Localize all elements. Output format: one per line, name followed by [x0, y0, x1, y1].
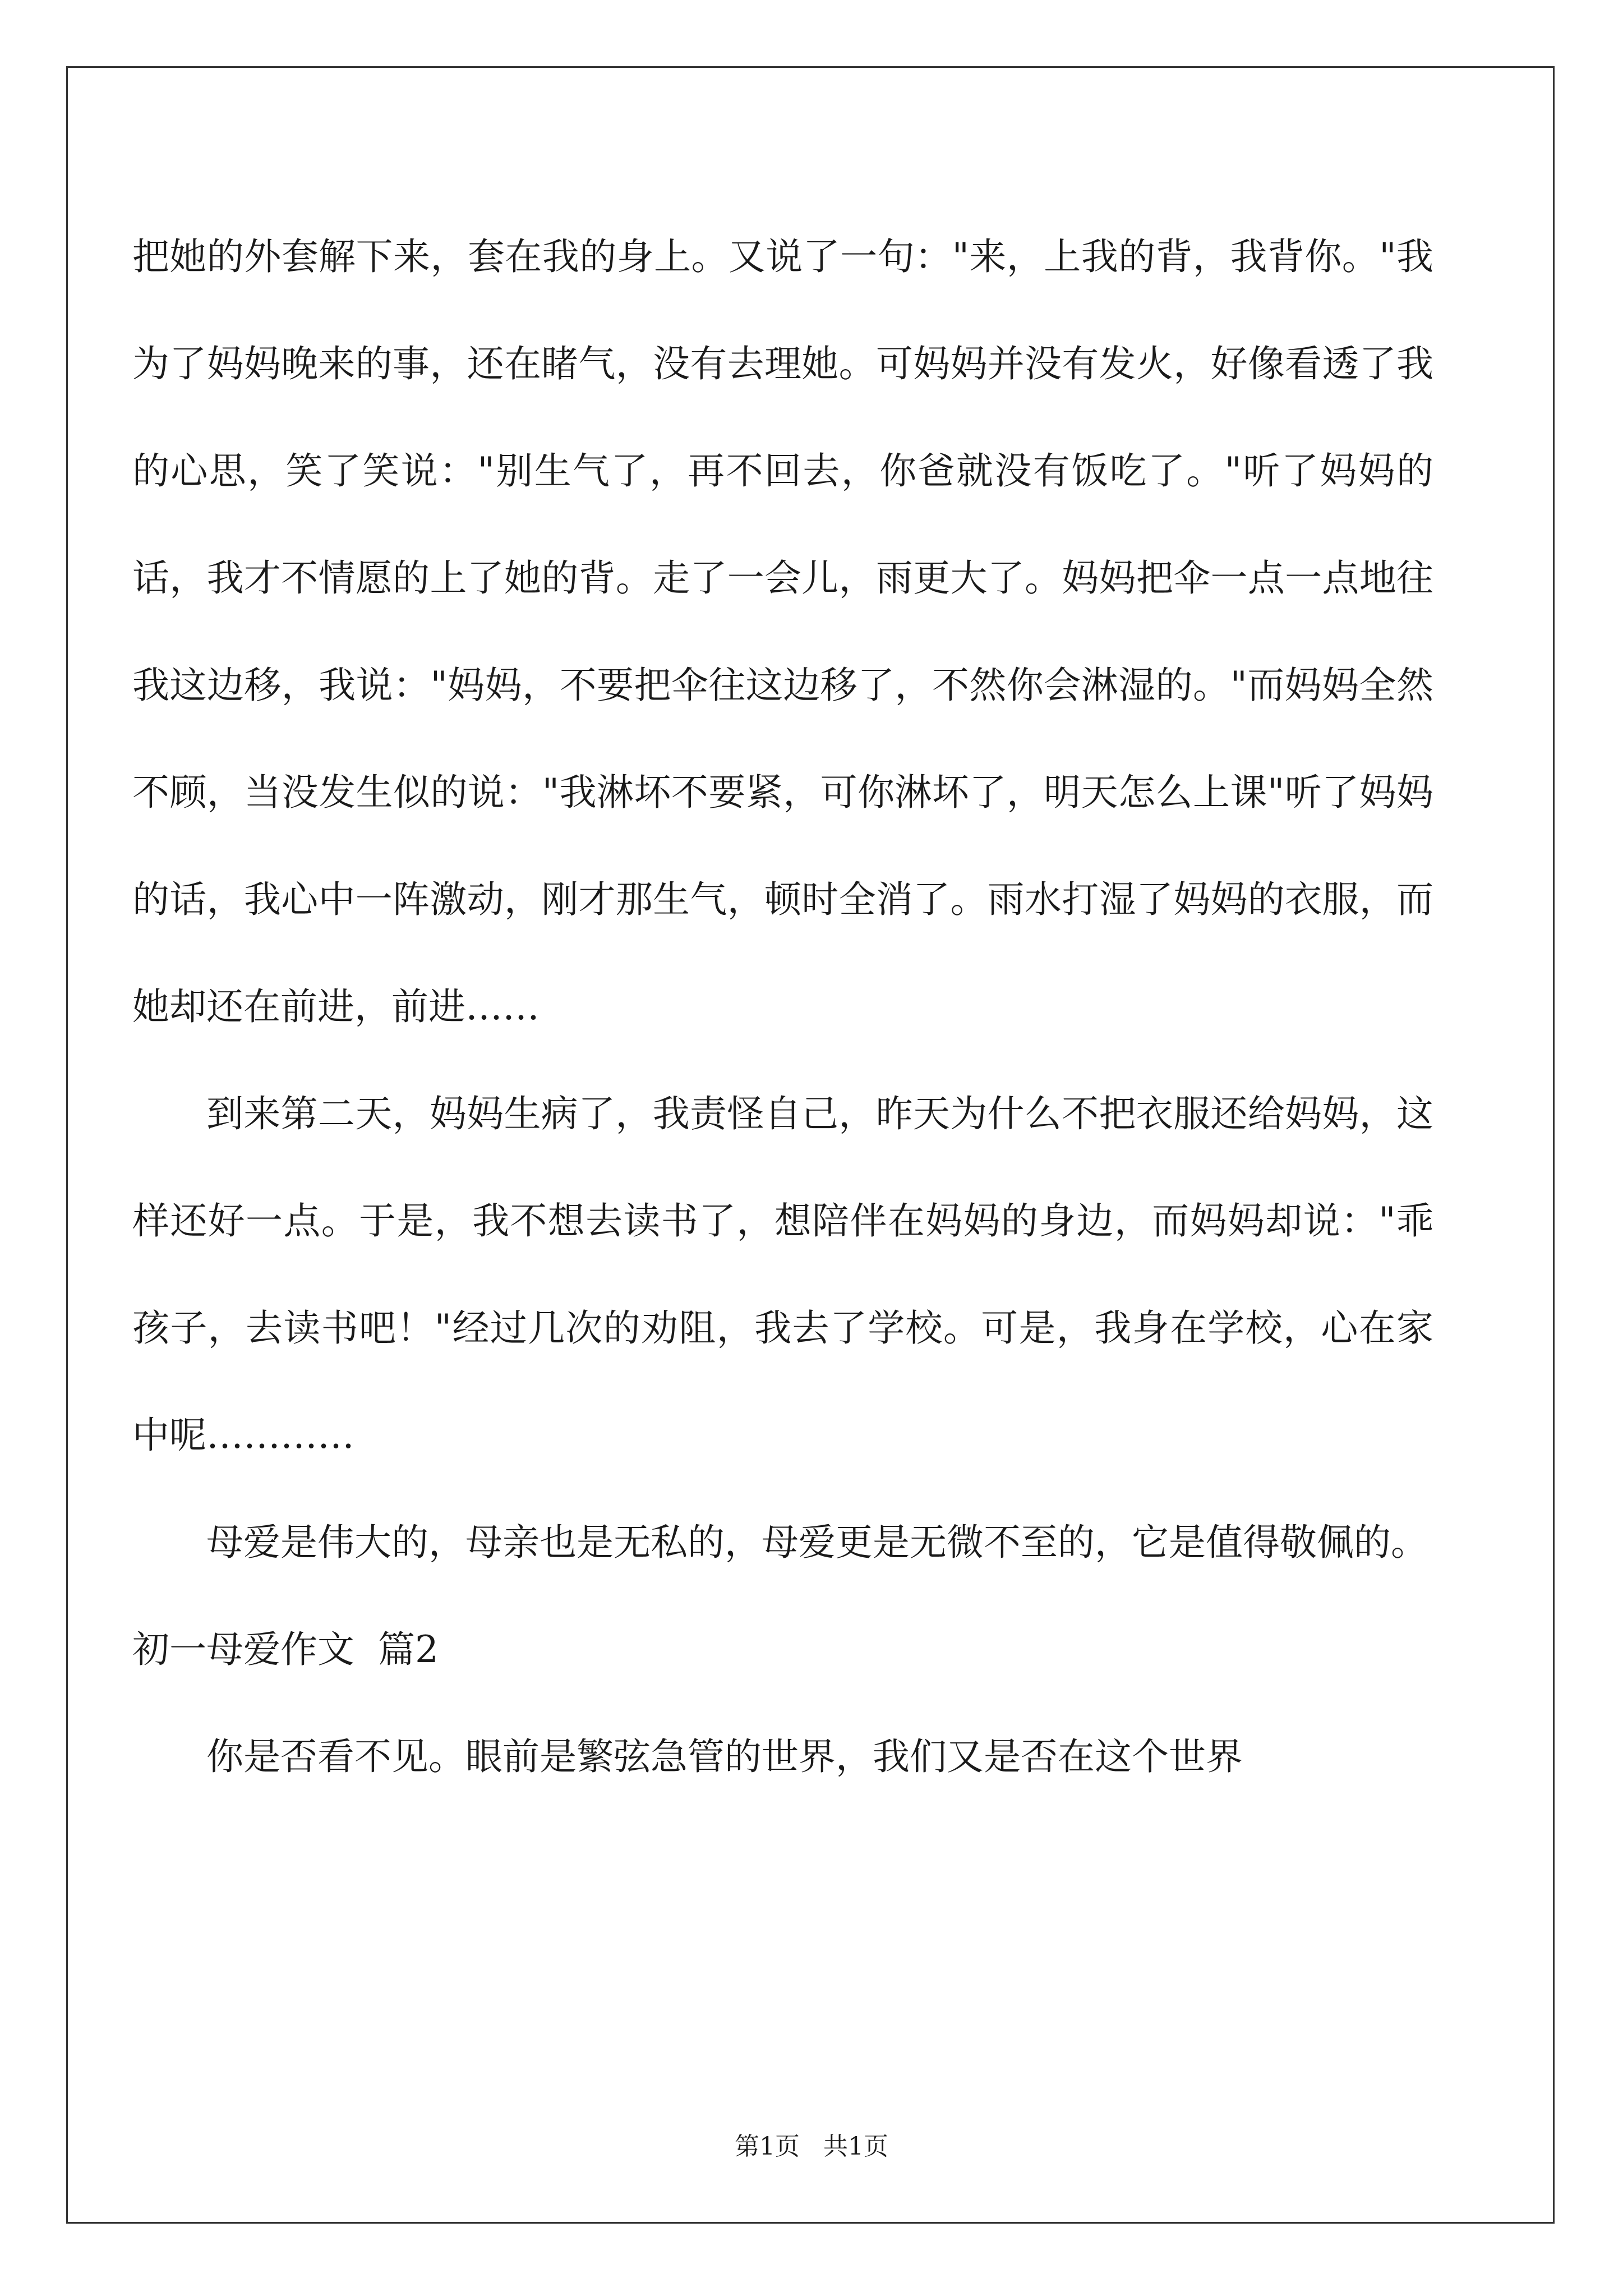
paragraph-2: 到来第二天，妈妈生病了，我责怪自己，昨天为什么不把衣服还给妈妈，这样还好一点。于是，我不想去读书了，想陪伴在妈妈的身边，而妈妈却说："乖孩子，去读书吧！"经过几次的劝阻，我去了学校。可是，我身在学校，心在家中呢…………	[132, 1092, 1433, 1457]
paragraph-1: 把她的外套解下来，套在我的身上。又说了一句："来，上我的背，我背你。"我为了妈妈晚来的事，还在睹气，没有去理她。可妈妈并没有发火，好像看透了我的心思，笑了笑说："别生气了，再不回去，你爸就没有饭吃了。"听了妈妈的话，我才不情愿的上了她的背。走了一会儿，雨更大了。妈妈把伞一点一点地往我这边移，我说："妈妈，不要把伞往这边移了，不然你会淋湿的。"而妈妈全然不顾，当没发生似的说："我淋坏不要紧，可你淋坏了，明天怎么上课"听了妈妈的话，我心中一阵激动，刚才那生气，顿时全消了。雨水打湿了妈妈的衣服，而她却还在前进，前进……	[132, 235, 1433, 1028]
document-body	[132, 203, 1433, 1810]
paragraph-4: 你是否看不见。眼前是繁弦急管的世界，我们又是否在这个世界	[206, 1735, 1243, 1778]
paragraph-3: 母爱是伟大的，母亲也是无私的，母爱更是无微不至的，它是值得敬佩的。	[206, 1521, 1428, 1564]
section-heading: 初一母爱作文 篇2	[132, 1628, 439, 1671]
page-footer: 第1页 共1页	[735, 2132, 888, 2161]
